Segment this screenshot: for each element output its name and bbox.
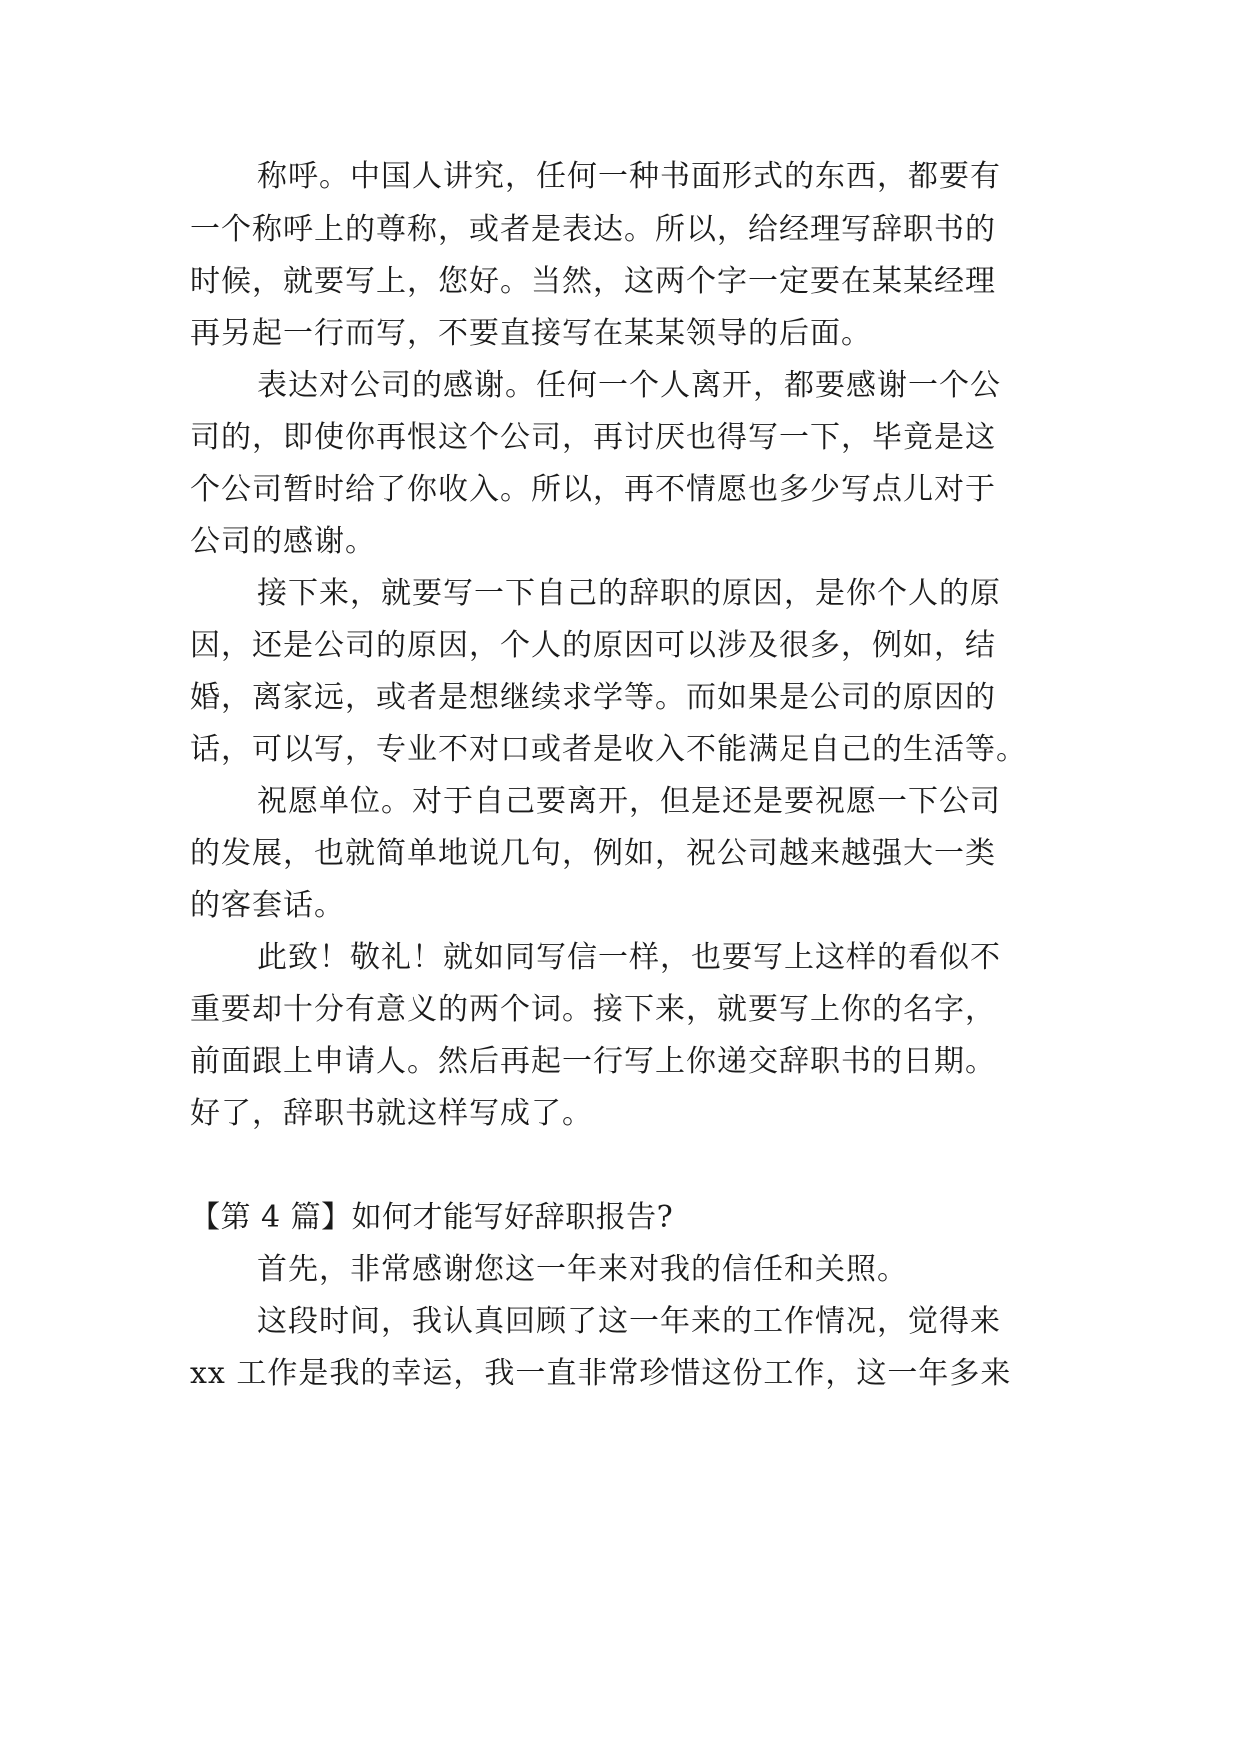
paragraph-review-line-2: xx 工作是我的幸运，我一直非常珍惜这份工作，这一年多来 [190, 1356, 1012, 1391]
paragraph-salutation-line-3: 时候，就要写上，您好。当然，这两个字一定要在某某经理 [190, 264, 996, 299]
paragraph-thanks-line-3: 个公司暂时给了你收入。所以，再不情愿也多少写点儿对于 [190, 472, 996, 507]
paragraph-reason-line-3: 婚，离家远，或者是想继续求学等。而如果是公司的原因的 [190, 680, 996, 715]
paragraph-salutation-line-2: 一个称呼上的尊称，或者是表达。所以，给经理写辞职书的 [190, 212, 996, 247]
paragraph-closing-line-2: 重要却十分有意义的两个词。接下来，就要写上你的名字， [190, 992, 996, 1027]
paragraph-reason-line-1: 接下来，就要写一下自己的辞职的原因，是你个人的原 [257, 576, 1001, 611]
paragraph-salutation-line-1: 称呼。中国人讲究，任何一种书面形式的东西，都要有 [257, 159, 1001, 194]
paragraph-closing-line-3: 前面跟上申请人。然后再起一行写上你递交辞职书的日期。 [190, 1044, 996, 1079]
paragraph-wishes-line-1: 祝愿单位。对于自己要离开，但是还是要祝愿一下公司 [257, 784, 1001, 819]
paragraph-closing-line-1: 此致！敬礼！就如同写信一样，也要写上这样的看似不 [257, 940, 1001, 975]
paragraph-closing-line-4: 好了，辞职书就这样写成了。 [190, 1096, 593, 1131]
paragraph-gratitude-line-1: 首先，非常感谢您这一年来对我的信任和关照。 [257, 1252, 908, 1287]
paragraph-reason-line-2: 因，还是公司的原因，个人的原因可以涉及很多，例如，结 [190, 628, 996, 663]
paragraph-reason-line-4: 话，可以写，专业不对口或者是收入不能满足自己的生活等。 [190, 732, 1027, 767]
paragraph-thanks-line-2: 司的，即使你再恨这个公司，再讨厌也得写一下，毕竟是这 [190, 420, 996, 455]
paragraph-review-line-1: 这段时间，我认真回顾了这一年来的工作情况，觉得来 [257, 1304, 1001, 1339]
paragraph-wishes-line-3: 的客套话。 [190, 888, 345, 923]
paragraph-wishes-line-2: 的发展，也就简单地说几句，例如，祝公司越来越强大一类 [190, 836, 996, 871]
section-heading: 【第 4 篇】如何才能写好辞职报告? [190, 1200, 674, 1235]
paragraph-thanks-line-4: 公司的感谢。 [190, 524, 376, 559]
paragraph-thanks-line-1: 表达对公司的感谢。任何一个人离开，都要感谢一个公 [257, 368, 1001, 403]
paragraph-salutation-line-4: 再另起一行而写，不要直接写在某某领导的后面。 [190, 316, 872, 351]
